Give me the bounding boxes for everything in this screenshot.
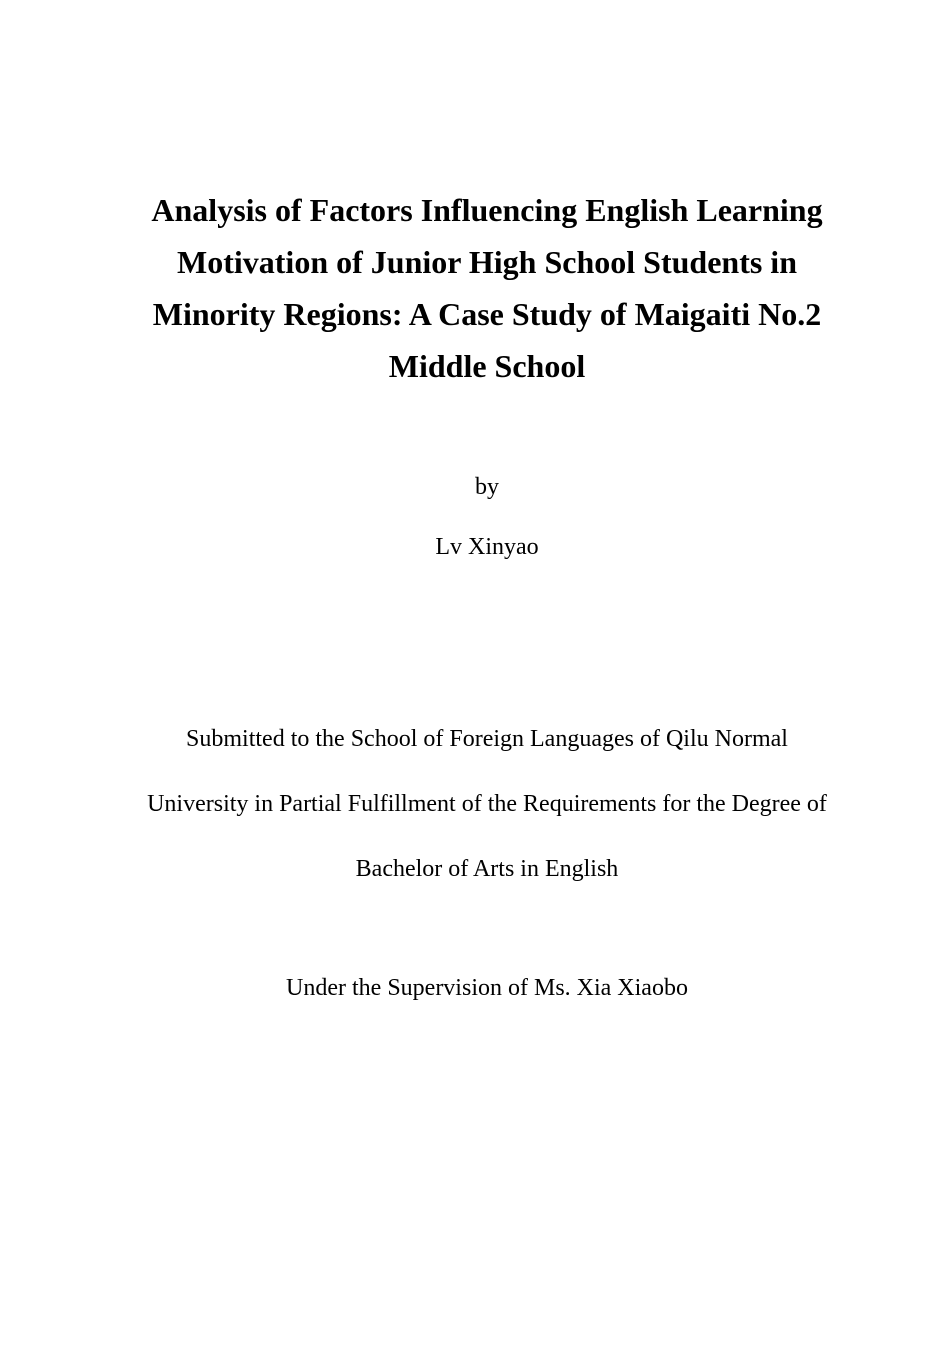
submission-line-1: Submitted to the School of Foreign Languages of Qilu Normal [186,726,788,752]
title-line-3: Minority Regions: A Case Study of Maigaiti No.2 [152,296,822,332]
thesis-title [100,184,874,392]
by-label: by [475,474,499,500]
title-line-4: Middle School [388,348,586,384]
author-name: Lv Xinyao [435,534,539,560]
supervision-statement: Under the Supervision of Ms. Xia Xiaobo [286,975,688,1001]
submission-line-3: Bachelor of Arts in English [355,856,619,882]
submission-line-2: University in Partial Fulfillment of the Requirements for the Degree of [147,791,827,817]
title-line-1: Analysis of Factors Influencing English Learning [151,192,823,228]
title-line-2: Motivation of Junior High School Students in [177,244,797,280]
